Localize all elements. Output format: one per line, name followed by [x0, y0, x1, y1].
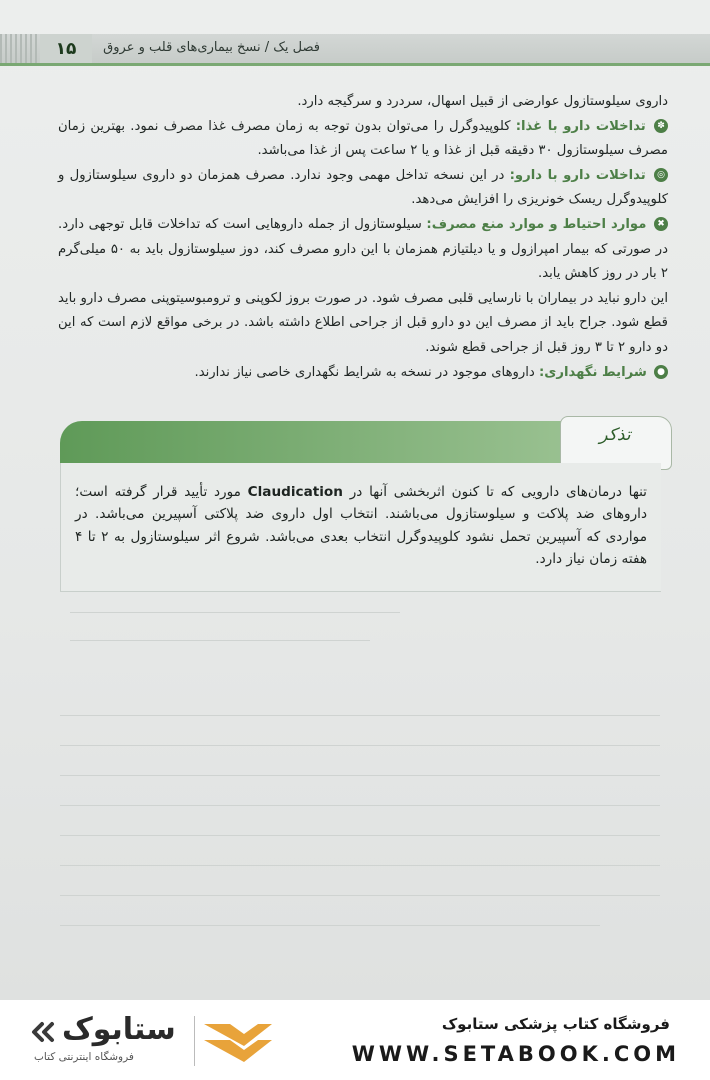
header-stripes [0, 34, 38, 64]
drug-label: تداخلات دارو با دارو: [509, 167, 646, 183]
storage-label: شرایط نگهداری: [539, 364, 647, 380]
storage-icon: ● [654, 365, 668, 379]
storage [58, 361, 668, 386]
page-number: ۱۵ [40, 34, 92, 64]
pill-icon: ◎ [654, 168, 668, 182]
food-icon: ✽ [654, 119, 668, 133]
header-rule [0, 63, 710, 66]
logo-subtitle: فروشگاه اینترنتی کتاب [34, 1051, 134, 1063]
bleed-through-line [60, 835, 660, 836]
drug-interactions [58, 164, 668, 213]
reminder-latin-term: Claudication [247, 484, 343, 500]
reminder-text [75, 481, 647, 571]
drug-text: در این نسخه تداخل مهمی وجود ندارد. مصرف همزمان دو داروی سیلوستازول و کلوپیدوگرل ریسک خونریزی را افزایش می‌دهد. [58, 167, 668, 208]
reminder-text-rest: مورد تأیید قرار گرفته است؛ داروهای ضد پلاکت و سیلوستازول می‌باشند. انتخاب اول داروی ضد پلاکتی آسپیرین می‌باشد. در مواردی که آسپیرین تحمل نشود کلوپیدوگرل انتخاب بعدی می‌باشد. شروع اثر سیلوستازول به ۲ تا ۴ هفته زمان نیاز دارد. [75, 484, 647, 568]
bleed-through-line [70, 612, 400, 613]
intro-line: داروی سیلوستازول عوارضی از قبیل اسهال، سردرد و سرگیجه دارد. [297, 94, 668, 109]
warning-icon: ✖ [654, 217, 668, 231]
bleed-through-line [60, 805, 660, 806]
bleed-through-line [60, 925, 600, 926]
bleed-through-line [60, 715, 660, 716]
reminder-tab-label: تذکر [599, 425, 631, 445]
food-interactions [58, 115, 668, 164]
bleed-through-line [60, 895, 660, 896]
body-text [58, 90, 668, 385]
running-head: فصل یک / نسخ بیماری‌های قلب و عروق [103, 40, 320, 55]
shop-name: فروشگاه کتاب پزشکی ستابوک [441, 1015, 670, 1033]
bleed-through-line [60, 775, 660, 776]
logo-wordmark: ستابوک [62, 1012, 176, 1047]
food-label: تداخلات دارو با غذا: [515, 118, 646, 134]
caution-text: سیلوستازول از جمله داروهایی است که تداخلات قابل توجهی دارد. در صورتی که بیمار امپرازول و یا دیلتیازم همزمان با این دارو مصرف کند، دوز سیلوستازول باید به ۵۰ میلی‌گرم ۲ بار در روز کاهش یابد. [58, 216, 669, 282]
reminder-text-start: تنها درمان‌های دارویی که تا کنون اثربخشی آنها در [349, 484, 647, 500]
caution-paragraph-2: این دارو نباید در بیماران با نارسایی قلبی مصرف شود. در صورت بروز لکوپنی و ترومبوسیتوپنی مصرف دارو باید قطع شود. جراح باید از مصرف این دو دارو قبل از جراحی اطلاع داشته باشد. در برخی مواقع لازم است که این دو دارو ۲ تا ۳ روز قبل از جراحی قطع شوند. [58, 290, 668, 355]
bleed-through-line [70, 640, 370, 641]
food-text: کلوپیدوگرل را می‌توان بدون توجه به زمان مصرف غذا مصرف نمود. بهترین زمان مصرف سیلوستازول ۳۰ دقیقه قبل از غذا و یا ۲ ساعت پس از غذا می‌باشد. [58, 118, 668, 159]
logo-divider [194, 1016, 195, 1066]
bleed-through-line [60, 745, 660, 746]
cautions [58, 213, 668, 287]
caution-label: موارد احتیاط و موارد منع مصرف: [426, 216, 647, 232]
shop-url-link[interactable]: WWW.SETABOOK.COM [351, 1042, 680, 1066]
storage-text: داروهای موجود در نسخه به شرایط نگهداری خاصی نیاز ندارند. [194, 364, 535, 380]
bleed-through-line [60, 865, 660, 866]
